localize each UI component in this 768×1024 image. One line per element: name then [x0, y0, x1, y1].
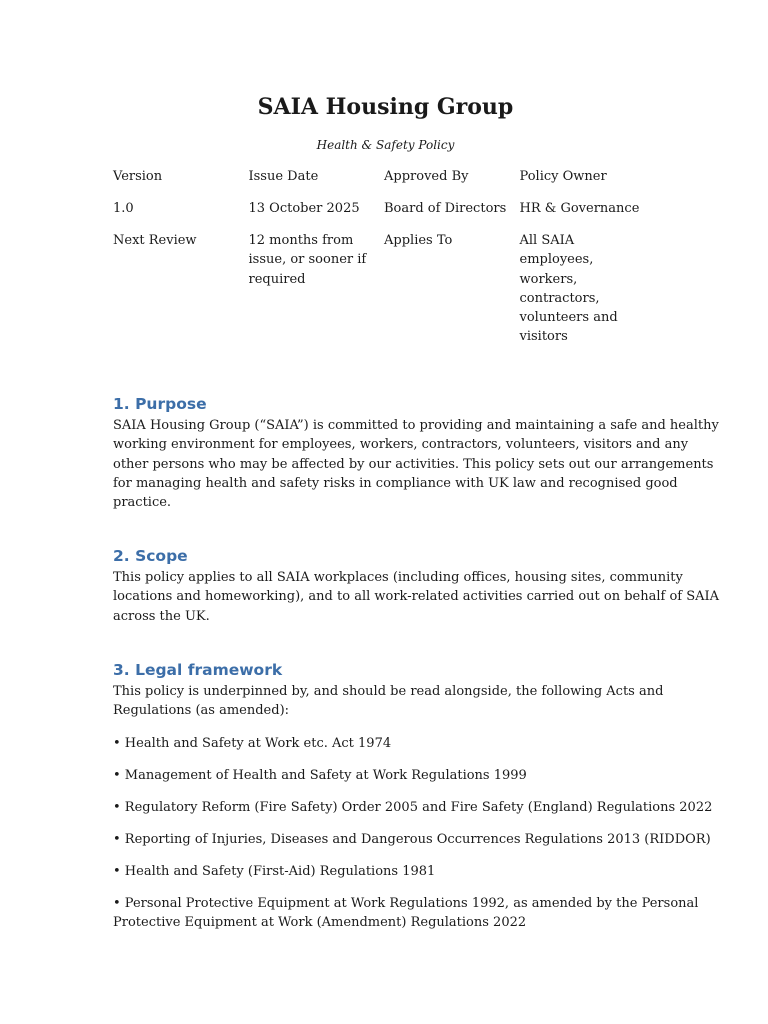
table-cell: Applies To [384, 232, 453, 248]
table-cell: Approved By [384, 169, 469, 184]
cell-line: volunteers and [519, 310, 618, 326]
legal-list-item [113, 798, 713, 817]
cell-line: contractors, [519, 290, 600, 306]
section-heading-scope: 2. Scope [113, 547, 188, 565]
legal-list-item [113, 734, 658, 753]
section-heading-legal-framework: 3. Legal framework [113, 661, 283, 679]
purpose-paragraph [113, 416, 719, 512]
legal-list-item [113, 766, 658, 785]
list-item-text: • Management of Health and Safety at Work Regulations 1999 [113, 768, 527, 783]
cell-line: visitors [519, 329, 568, 345]
list-item-text: • Regulatory Reform (Fire Safety) Order 2005 and Fire Safety (England) Regulations 2022 [113, 800, 713, 815]
cell-line: workers, [519, 271, 578, 287]
section-heading-purpose: 1. Purpose [113, 395, 207, 413]
legal-list-item [113, 894, 699, 933]
table-row [113, 199, 650, 231]
scope-paragraph [113, 568, 720, 626]
list-item-text: • Personal Protective Equipment at Work Regulations 1992, as amended by the Personal [113, 896, 699, 911]
cell-line: All SAIA employees, [519, 232, 594, 268]
legal-list-item [113, 862, 658, 881]
table-cell: HR & Governance [519, 200, 640, 216]
cell-line: 12 months from [248, 232, 354, 248]
table-cell: Board of Directors [384, 200, 507, 216]
applies-to-cell [520, 231, 650, 359]
table-cell: 1.0 [113, 200, 134, 216]
list-item-text: • Reporting of Injuries, Diseases and Dangerous Occurrences Regulations 2013 (RIDDOR) [113, 832, 711, 847]
paragraph-line: for managing health and safety risks in compliance with UK law and recognised good [113, 475, 678, 491]
document-title: SAIA Housing Group [257, 94, 514, 120]
list-item-text: • Health and Safety at Work etc. Act 1974 [113, 736, 392, 751]
table-row [113, 167, 650, 199]
table-cell: Policy Owner [519, 169, 607, 184]
legal-list-item [113, 830, 711, 849]
paragraph-line: working environment for employees, workers, contractors, volunteers, visitors and any [113, 437, 689, 453]
paragraph-line: across the UK. [113, 608, 210, 624]
table-row [113, 231, 650, 359]
table-cell: Next Review [113, 232, 197, 248]
legal-intro-paragraph [113, 682, 664, 721]
table-cell: Version [113, 169, 163, 184]
table-cell: 13 October 2025 [248, 200, 360, 216]
paragraph-line: locations and homeworking), and to all work-related activities carried out on behalf of SAIA [113, 589, 720, 605]
paragraph-line: other persons who may be affected by our activities. This policy sets out our arrangements [113, 456, 714, 472]
paragraph-line: practice. [113, 495, 172, 511]
cell-line: issue, or sooner if [248, 252, 367, 268]
table-cell: Issue Date [248, 169, 319, 184]
next-review-cell [249, 231, 385, 359]
cell-line: required [248, 271, 306, 287]
paragraph-line: SAIA Housing Group (“SAIA”) is committed to providing and maintaining a safe and healthy [113, 418, 719, 433]
document-subtitle: Health & Safety Policy [316, 138, 455, 152]
paragraph-line: This policy is underpinned by, and should be read alongside, the following Acts and [113, 684, 664, 699]
paragraph-line: This policy applies to all SAIA workplaces (including offices, housing sites, community [113, 570, 683, 585]
list-item-text: • Health and Safety (First-Aid) Regulations 1981 [113, 864, 436, 879]
list-item-text: Protective Equipment at Work (Amendment) Regulations 2022 [113, 915, 527, 931]
paragraph-line: Regulations (as amended): [113, 703, 290, 719]
policy-metadata-table [113, 167, 650, 359]
